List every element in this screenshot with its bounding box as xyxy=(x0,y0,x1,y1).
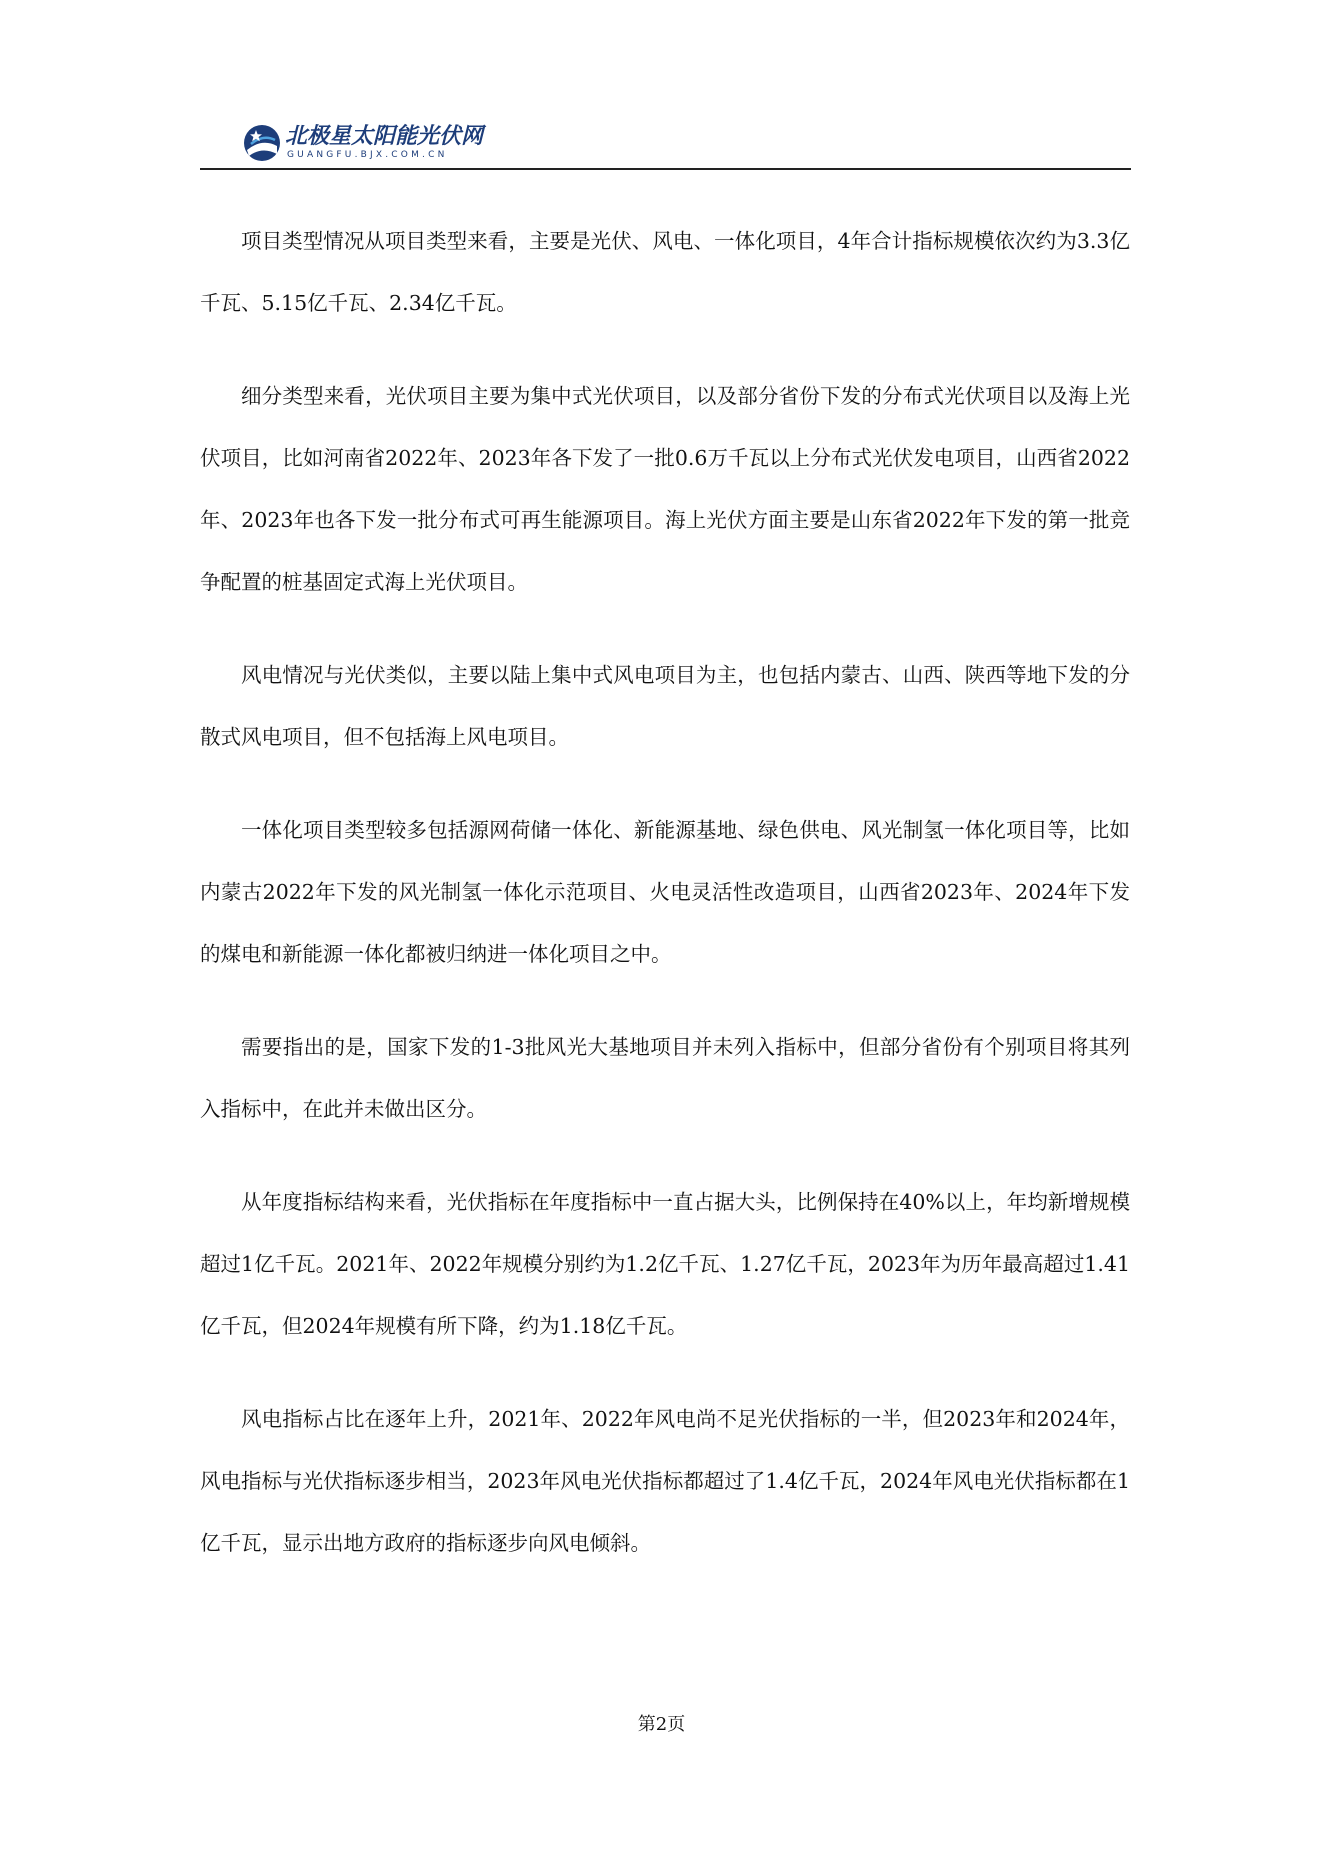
document-body xyxy=(200,210,1130,1605)
polaris-star-logo-icon xyxy=(243,124,281,162)
paragraph-project-types: 项目类型情况从项目类型来看，主要是光伏、风电、一体化项目，4年合计指标规模依次约为3.3亿千瓦、5.15亿千瓦、2.34亿千瓦。 xyxy=(200,229,1130,315)
site-logo-title: 北极星太阳能光伏网 xyxy=(285,124,484,149)
paragraph-note: 需要指出的是，国家下发的1-3批风光大基地项目并未列入指标中，但部分省份有个别项目将其列入指标中，在此并未做出区分。 xyxy=(200,1035,1130,1121)
site-logo-subtitle: GUANGFU.BJX.COM.CN xyxy=(287,150,448,160)
paragraph-integrated: 一体化项目类型较多包括源网荷储一体化、新能源基地、绿色供电、风光制氢一体化项目等，比如内蒙古2022年下发的风光制氢一体化示范项目、火电灵活性改造项目，山西省2023年、2024年下发的煤电和新能源一体化都被归纳进一体化项目之中。 xyxy=(200,818,1130,966)
paragraph-wind: 风电情况与光伏类似，主要以陆上集中式风电项目为主，也包括内蒙古、山西、陕西等地下发的分散式风电项目，但不包括海上风电项目。 xyxy=(200,663,1130,749)
page-number: 第2页 xyxy=(637,1714,686,1735)
paragraph-subtypes: 细分类型来看，光伏项目主要为集中式光伏项目，以及部分省份下发的分布式光伏项目以及海上光伏项目，比如河南省2022年、2023年各下发了一批0.6万千瓦以上分布式光伏发电项目，山西省2022年、2023年也各下发一批分布式可再生能源项目。海上光伏方面主要是山东省2022年下发的第一批竞争配置的桩基固定式海上光伏项目。 xyxy=(200,384,1130,594)
paragraph-annual-structure: 从年度指标结构来看，光伏指标在年度指标中一直占据大头，比例保持在40%以上，年均新增规模超过1亿千瓦。2021年、2022年规模分别约为1.2亿千瓦、1.27亿千瓦，2023年为历年最高超过1.41亿千瓦，但2024年规模有所下降，约为1.18亿千瓦。 xyxy=(200,1190,1130,1338)
header-divider xyxy=(200,168,1131,170)
page-header xyxy=(243,120,1131,170)
paragraph-wind-share: 风电指标占比在逐年上升，2021年、2022年风电尚不足光伏指标的一半，但2023年和2024年，风电指标与光伏指标逐步相当，2023年风电光伏指标都超过了1.4亿千瓦，2024年风电光伏指标都在1亿千瓦，显示出地方政府的指标逐步向风电倾斜。 xyxy=(200,1407,1130,1555)
